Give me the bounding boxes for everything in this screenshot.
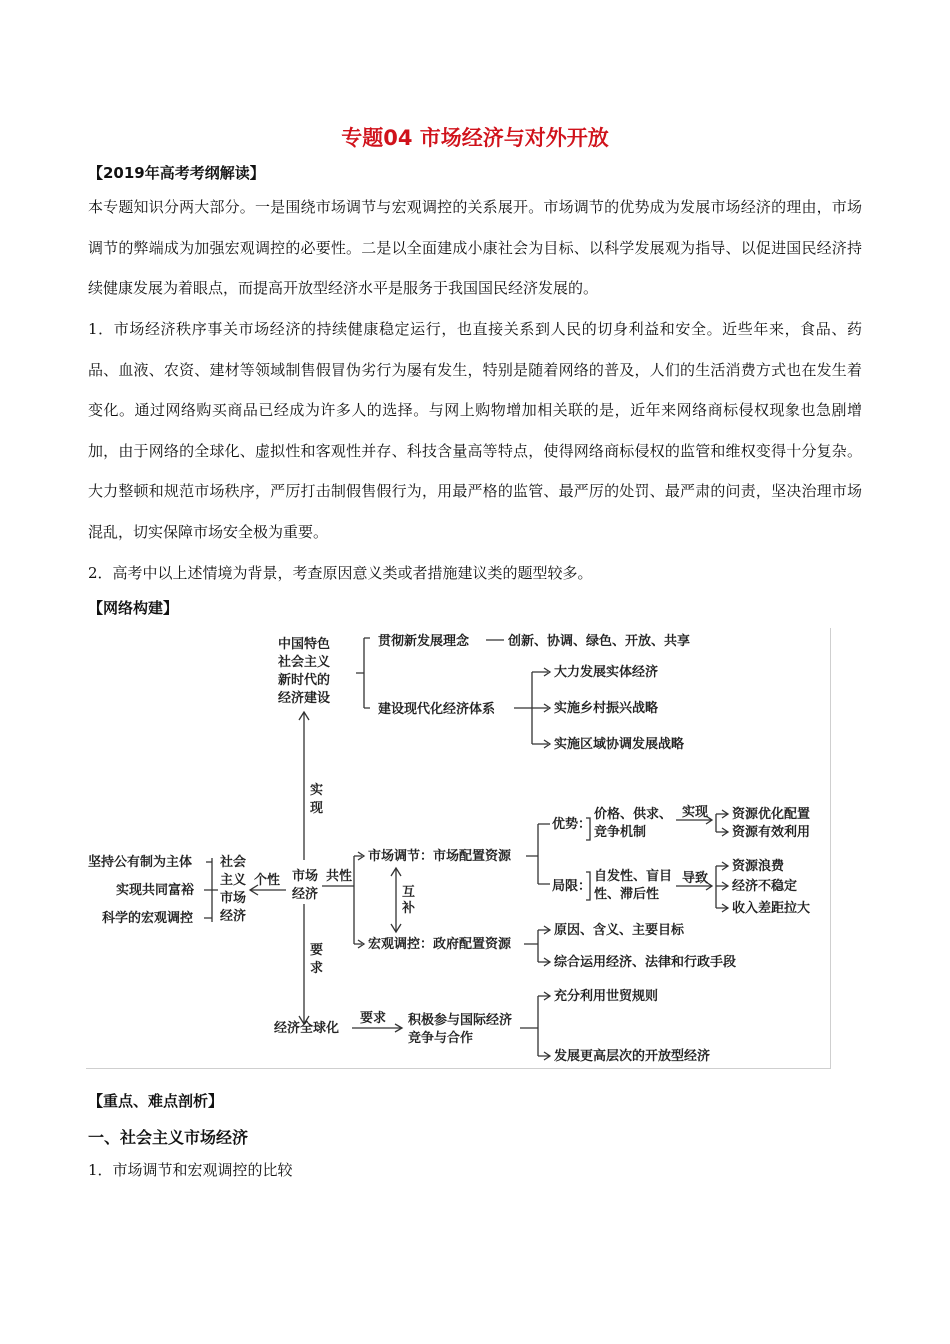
mutual-label-2: 补: [402, 901, 416, 916]
limit-result-3: 收入差距拉大: [732, 901, 811, 916]
network-heading: 【网络构建】: [88, 599, 179, 617]
concept-items: 创新、协调、绿色、开放、共享: [508, 634, 691, 649]
advantage-line2: 竞争机制: [594, 825, 647, 840]
center-label-line4: 经济: [220, 909, 247, 924]
advantage-label: 优势：: [552, 817, 592, 832]
individuality-label: 个性: [254, 873, 281, 888]
require-horizontal-label: 要求: [360, 1011, 387, 1026]
modern-system-item-2: 实施乡村振兴战略: [554, 701, 659, 716]
commonality-label: 共性: [326, 869, 353, 884]
globalization-item-1: 充分利用世贸规则: [554, 989, 659, 1004]
macro-item-1: 原因、含义、主要目标: [554, 923, 685, 938]
center-label-line2: 主义: [220, 873, 247, 888]
center-label-line3: 市场: [220, 891, 247, 906]
paragraph-item-2: 2．高考中以上述情境为背景，考查原因意义类或者措施建议类的题型较多。: [88, 564, 593, 582]
advantage-realize-label: 实现: [682, 805, 709, 820]
left-feature-2: 实现共同富裕: [116, 883, 195, 898]
top-label-line2: 社会主义: [278, 655, 331, 670]
market-economy-line1: 市场: [292, 869, 319, 884]
left-feature-1: 坚持公有制为主体: [88, 855, 193, 870]
key-difficult-heading: 【重点、难点剖析】: [88, 1092, 224, 1110]
market-economy-line2: 经济: [292, 887, 319, 902]
limit-result-2: 经济不稳定: [732, 879, 798, 894]
advantage-result-2: 资源有效利用: [732, 825, 811, 840]
top-label-line4: 经济建设: [278, 691, 331, 706]
concept-label: 贯彻新发展理念: [378, 634, 470, 649]
limit-result-1: 资源浪费: [732, 859, 785, 874]
macro-regulation-label: 宏观调控：政府配置资源: [368, 937, 512, 952]
mutual-label-1: 互: [402, 885, 416, 900]
item-1-text: 1．市场调节和宏观调控的比较: [88, 1161, 293, 1179]
limit-line2: 性、滞后性: [594, 887, 660, 902]
market-regulation-label: 市场调节：市场配置资源: [368, 849, 512, 864]
require-label-1: 要: [310, 943, 324, 958]
center-label-line1: 社会: [220, 855, 247, 870]
limit-line1: 自发性、盲目: [594, 869, 673, 884]
realize-label-1: 实: [310, 783, 324, 798]
section-1-heading: 一、社会主义市场经济: [88, 1128, 249, 1147]
macro-item-2: 综合运用经济、法律和行政手段: [554, 955, 737, 970]
modern-system-item-3: 实施区域协调发展战略: [554, 737, 685, 752]
advantage-result-1: 资源优化配置: [732, 807, 811, 822]
paragraph-intro: 本专题知识分两大部分。一是围绕市场调节与宏观调控的关系展开。市场调节的优势成为发展市场经济的理由，市场调节的弊端成为加强宏观调控的必要性。二是以全面建成小康社会为目标、以科学发展观为指导、以促进国民经济持续健康发展为着眼点，而提高开放型经济水平是服务于我国国民经济发展的。: [88, 198, 862, 297]
modern-system-item-1: 大力发展实体经济: [554, 665, 659, 680]
paragraph-item-1: 1．市场经济秩序事关市场经济的持续健康稳定运行，也直接关系到人民的切身利益和安全。近些年来，食品、药品、血液、农资、建材等领域制售假冒伪劣行为屡有发生，特别是随着网络的普及，人们的生活消费方式也在发生着变化。通过网络购买商品已经成为许多人的选择。与网上购物增加相关联的是，近年来网络商标侵权现象也急剧增加，由于网络的全球化、虚拟性和客观性并存、科技含量高等特点，使得网络商标侵权的监管和维权变得十分复杂。大力整顿和规范市场秩序，严厉打击制假售假行为，用最严格的监管、最严厉的处罚、最严肃的问责，坚决治理市场混乱，切实保障市场安全极为重要。: [88, 320, 862, 541]
international-line2: 竞争与合作: [408, 1031, 474, 1046]
top-label-line3: 新时代的: [278, 673, 331, 688]
limit-label: 局限：: [552, 879, 592, 894]
page-title: 专题04 市场经济与对外开放: [341, 126, 609, 150]
concept-network-diagram: [86, 628, 831, 1069]
globalization-item-2: 发展更高层次的开放型经济: [554, 1049, 711, 1064]
international-line1: 积极参与国际经济: [408, 1013, 513, 1028]
outline-heading: 【2019年高考考纲解读】: [88, 164, 265, 182]
advantage-line1: 价格、供求、: [594, 807, 673, 822]
require-label-2: 求: [310, 961, 324, 976]
modern-system-label: 建设现代化经济体系: [378, 702, 496, 717]
globalization-label: 经济全球化: [274, 1021, 340, 1036]
left-feature-3: 科学的宏观调控: [102, 911, 194, 926]
realize-label-2: 现: [310, 801, 324, 816]
limit-lead-label: 导致: [682, 871, 709, 886]
top-label-line1: 中国特色: [278, 637, 331, 652]
